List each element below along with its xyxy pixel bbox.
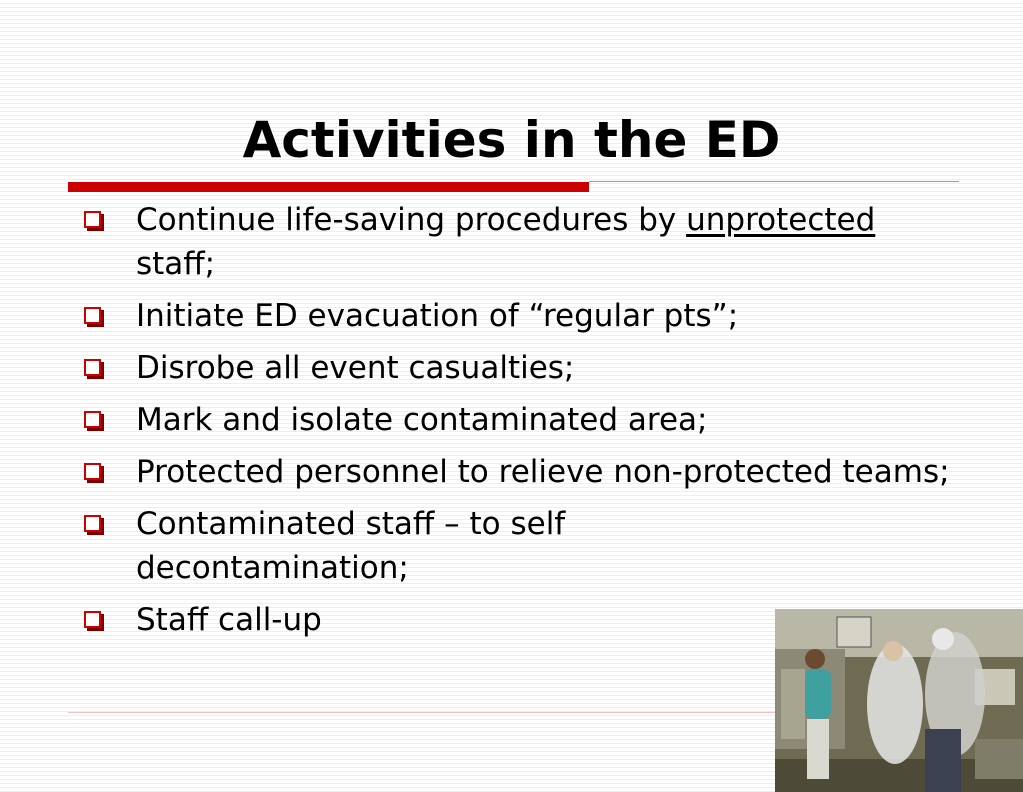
bullet-text: Contaminated staff – to self decontamination;: [136, 506, 566, 586]
bullet-item: [82, 450, 962, 494]
bullet-text: Mark and isolate contaminated area;: [136, 402, 708, 438]
photo-person-head: [805, 649, 825, 669]
square-bullet-icon: [84, 307, 101, 324]
photo-plastic-gown-1: [867, 644, 923, 764]
bullet-text: Initiate ED evacuation of “regular pts”;: [136, 298, 739, 334]
bullet-text: Protected personnel to relieve non-protected teams;: [136, 454, 950, 490]
square-bullet-icon: [84, 515, 101, 532]
bullet-item: [82, 198, 962, 286]
bullet-item: [82, 502, 736, 590]
square-bullet-icon: [84, 359, 101, 376]
photo-head-2: [883, 641, 903, 661]
photo-monitor: [837, 617, 871, 647]
bullet-item: [82, 346, 962, 390]
bullet-text: Disrobe all event casualties;: [136, 350, 575, 386]
bullet-text-part: staff;: [136, 246, 216, 282]
square-bullet-icon: [84, 411, 101, 428]
bullet-text-part: Continue life-saving procedures by: [136, 202, 687, 238]
bullet-text-underlined: unprotected: [686, 202, 876, 238]
photo-head-3: [932, 628, 954, 650]
title-underline-thin: [589, 181, 959, 182]
ed-decontamination-photo: [775, 609, 1023, 792]
photo-shelf: [781, 669, 805, 739]
bullet-item: [82, 398, 962, 442]
photo-trousers: [925, 729, 961, 792]
bullet-item: [82, 294, 962, 338]
square-bullet-icon: [84, 211, 101, 228]
bullet-text: Staff call-up: [136, 602, 322, 638]
title-underline-accent: [68, 182, 589, 192]
photo-person-apron: [807, 719, 829, 779]
bullet-list: [82, 198, 962, 650]
square-bullet-icon: [84, 611, 101, 628]
photo-cart: [975, 739, 1023, 779]
photo-person-scrubs: [805, 669, 831, 719]
slide-title: Activities in the ED: [242, 111, 781, 169]
square-bullet-icon: [84, 463, 101, 480]
